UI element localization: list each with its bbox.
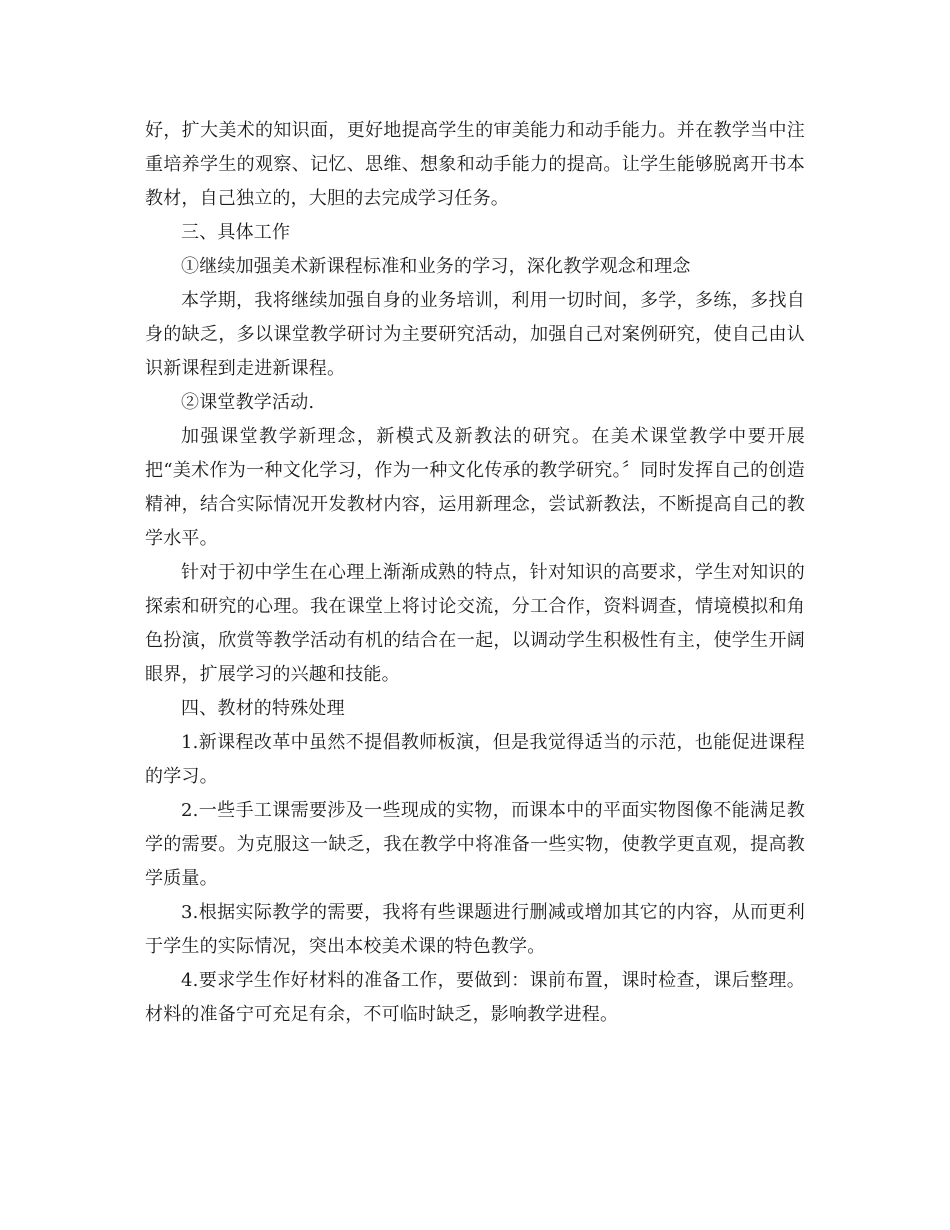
subheading-classroom-activity: ②课堂教学活动. — [181, 392, 315, 413]
paragraph-student-psychology: 针对于初中学生在心理上渐渐成熟的特点，针对知识的高要求，学生对知识的探索和研究的心理。我在课堂上将讨论交流，分工合作，资料调查，情境模拟和角色扮演，欣赏等教学活动有机的结合在一起，以调动学生积极性有主，使学生开阔眼界，扩展学习的兴趣和技能。 — [145, 562, 805, 685]
list-item-1: 1.新课程改革中虽然不提倡教师板演，但是我觉得适当的示范，也能促进课程的学习。 — [145, 732, 805, 787]
list-item-3: 3.根据实际教学的需要，我将有些课题进行删减或增加其它的内容，从而更利于学生的实际情况，突出本校美术课的特色教学。 — [145, 902, 805, 957]
paragraph-continuation: 好，扩大美术的知识面，更好地提高学生的审美能力和动手能力。并在教学当中注重培养学生的观察、记忆、思维、想象和动手能力的提高。让学生能够脱离开书本教材，自己独立的，大胆的去完成学习任务。 — [145, 120, 805, 209]
paragraph-new-concepts: 加强课堂教学新理念，新模式及新教法的研究。在美术课堂教学中要开展把“美术作为一种文化学习，作为一种文化传承的教学研究。〞同时发挥自己的创造精神，结合实际情况开发教材内容，运用新理念，尝试新教法，不断提高自己的教学水平。 — [145, 426, 805, 549]
list-item-2: 2.一些手工课需要涉及一些现成的实物，而课本中的平面实物图像不能满足教学的需要。为克服这一缺乏，我在教学中将准备一些实物，使教学更直观，提高教学质量。 — [145, 800, 805, 889]
paragraph-self-training: 本学期，我将继续加强自身的业务培训，利用一切时间，多学，多练，多找自身的缺乏，多以课堂教学研讨为主要研究活动，加强自己对案例研究，使自己由认识新课程到走进新课程。 — [145, 290, 805, 379]
subheading-curriculum-study: ①继续加强美术新课程标准和业务的学习，深化教学观念和理念 — [181, 256, 691, 277]
document-body — [145, 114, 805, 1032]
list-item-4: 4.要求学生作好材料的准备工作，要做到：课前布置，课时检查，课后整理。材料的准备宁可充足有余，不可临时缺乏，影响教学进程。 — [145, 970, 805, 1025]
section-heading-textbook-handling: 四、教材的特殊处理 — [181, 698, 345, 719]
section-heading-specific-work: 三、具体工作 — [181, 222, 291, 243]
